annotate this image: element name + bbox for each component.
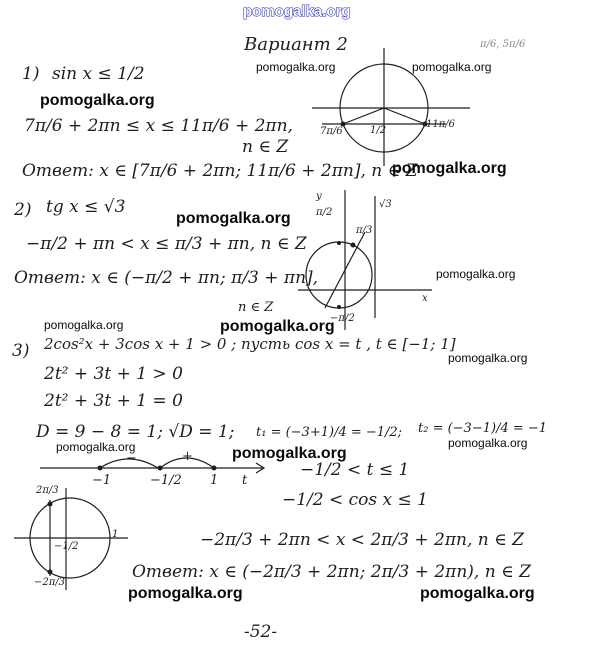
task1-circle-left-label: 7π/6 [320, 126, 343, 137]
watermark-label: pomogalka.org [220, 318, 335, 335]
task1-n-in-z: n ∈ Z [242, 137, 289, 157]
number-line-plus: + [182, 449, 193, 464]
watermark-label: pomogalka.org [56, 440, 136, 454]
watermark-label: pomogalka.org [232, 445, 347, 462]
task2-point-label: π/3 [356, 225, 373, 236]
task1-answer: Ответ: x ∈ [7π/6 + 2πn; 11π/6 + 2πn], n ∈ Z [22, 161, 418, 181]
watermark-label: pomogalka.org [448, 351, 528, 365]
task3-t1: t₁ = (−3+1)/4 = −1/2; [256, 425, 403, 440]
task1-circle-right-label: 11π/6 [426, 119, 456, 130]
task3-x-range: −2π/3 + 2πn < x < 2π/3 + 2πn, n ∈ Z [200, 530, 524, 550]
task1-condition: sin x ≤ 1/2 [52, 64, 145, 84]
task1-circle-center-label: 1/2 [370, 125, 387, 136]
watermark-label: pomogalka.org [412, 60, 492, 74]
variant-title: Вариант 2 [244, 34, 348, 55]
corner-note: π/6, 5π/6 [480, 39, 526, 50]
task3-cos-range: −1/2 < cos x ≤ 1 [282, 490, 428, 510]
watermark-label: pomogalka.org [128, 585, 243, 602]
watermark-label: pomogalka.org [420, 585, 535, 602]
task2-n-in-z: n ∈ Z [238, 300, 274, 315]
task2-y-axis-label: y [316, 191, 322, 202]
watermark-label: pomogalka.org [176, 210, 291, 227]
task1-inequality: 7π/6 + 2πn ≤ x ≤ 11π/6 + 2πn, [24, 116, 293, 136]
number-line-label-t: t [242, 473, 248, 488]
watermark-label: pomogalka.org [40, 92, 155, 109]
number-line-minus: − [126, 451, 137, 466]
task2-answer: Ответ: x ∈ (−π/2 + πn; π/3 + πn], [14, 268, 319, 288]
task2-condition: tg x ≤ √3 [46, 197, 126, 217]
task2-inequality: −π/2 + πn < x ≤ π/3 + πn, n ∈ Z [26, 234, 307, 254]
task3-discriminant: D = 9 − 8 = 1; √D = 1; [36, 422, 235, 442]
watermark-label: pomogalka.org [44, 318, 124, 332]
watermark-label: pomogalka.org [436, 267, 516, 281]
task3-condition: 2cos²x + 3cos x + 1 > 0 ; пусть cos x = t , t ∈ [−1; 1] [44, 335, 456, 353]
task1-number: 1) [22, 64, 40, 84]
task3-circle-top-label: 2π/3 [36, 485, 59, 496]
task2-top-label: π/2 [316, 207, 333, 218]
task3-t2: t₂ = (−3−1)/4 = −1 [418, 421, 548, 436]
watermark-label: pomogalka.org [448, 436, 528, 450]
task2-sqrt3-label: √3 [379, 199, 392, 210]
task3-number: 3) [12, 341, 30, 361]
watermark-label: pomogalka.org [256, 60, 336, 74]
task2-x-axis-label: x [422, 293, 428, 304]
task3-circle-center-label: −1/2 [54, 541, 79, 552]
task3-circle-one-label: 1 [112, 529, 119, 540]
task3-answer: Ответ: x ∈ (−2π/3 + 2πn; 2π/3 + 2πn), n ∈ Z [132, 562, 531, 582]
task2-bottom-label: −π/2 [330, 313, 355, 324]
task3-t-range: −1/2 < t ≤ 1 [300, 460, 410, 480]
page-number: -52- [244, 622, 278, 642]
number-line-label-neghalf: −1/2 [150, 473, 182, 488]
task3-circle-bottom-label: −2π/3 [34, 577, 66, 588]
task3-line2: 2t² + 3t + 1 > 0 [44, 364, 183, 384]
number-line-label-neg1: −1 [92, 473, 112, 488]
number-line-label-one: 1 [210, 473, 219, 488]
watermark-label: pomogalka.org [392, 160, 507, 177]
task3-line3: 2t² + 3t + 1 = 0 [44, 391, 183, 411]
header-watermark: pomogalka.org [243, 3, 351, 20]
task2-number: 2) [14, 200, 32, 220]
